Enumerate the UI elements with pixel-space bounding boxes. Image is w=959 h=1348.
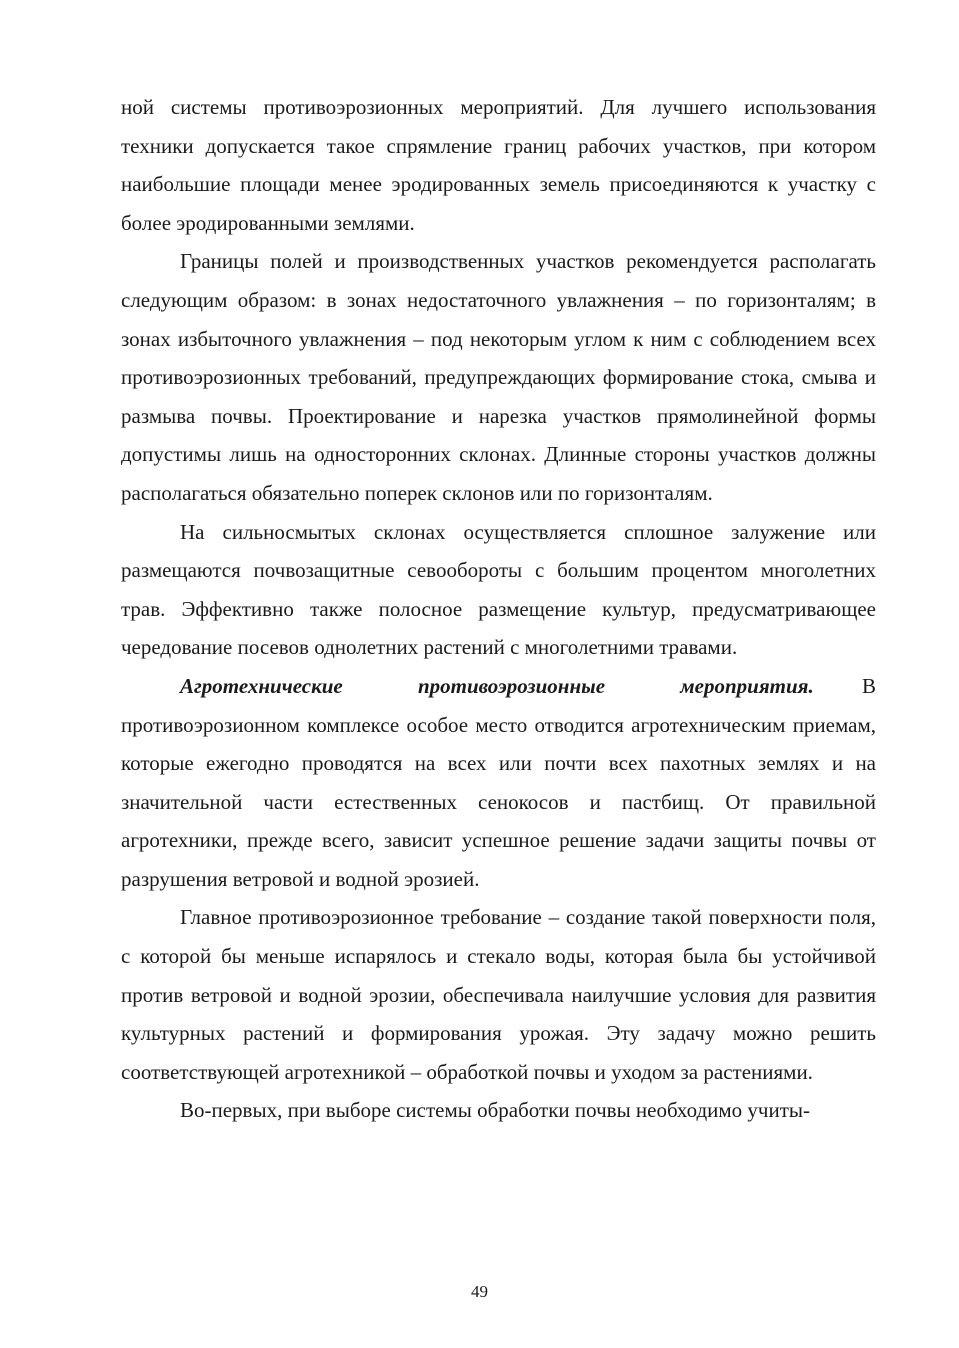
section-heading-agrotech: Агротехнические противоэрозионные мероприятия. (180, 673, 814, 698)
paragraph-4 (121, 667, 876, 899)
paragraph-1: ной системы противоэрозионных мероприятий. Для лучшего использования техники допускается такое спрямление границ рабочих участков, при котором наибольшие площади менее эродированных земель присоединяются к участку с более эродированными землями. (121, 95, 876, 235)
paragraph-4-text: В противоэрозионном комплексе особое место отводится агротехническим приемам, которые ежегодно проводятся на всех или почти всех пахотных землях и на значительной части естественных сенокосов и пастбищ. От правильной агротехники, прежде всего, зависит успешное решение задачи защиты почвы от разрушения ветровой и водной эрозией. (121, 673, 876, 891)
paragraph-3: На сильносмытых склонах осуществляется сплошное залужение или размещаются почвозащитные севообороты с большим процентом многолетних трав. Эффективно также полосное размещение культур, предусматривающее чередование посевов однолетних растений с многолетними травами. (121, 519, 876, 660)
page-number: 49 (471, 1282, 488, 1301)
body-text (121, 88, 876, 1130)
paragraph-5: Главное противоэрозионное требование – создание такой поверхности поля, с которой бы меньше испарялось и стекало воды, которая была бы устойчивой против ветровой и водной эрозии, обеспечивала наилучшие условия для развития культурных растений и формирования урожая. Эту задачу можно решить соответствующей агротехникой – обработкой почвы и уходом за растениями. (121, 905, 876, 1084)
paragraph-2: Границы полей и производственных участков рекомендуется располагать следующим образом: в зонах недостаточного увлажнения – по горизонталям; в зонах избыточного увлажнения – под некоторым углом к ним с соблюдением всех противоэрозионных требований, предупреждающих формирование стока, смыва и размыва почвы. Проектирование и нарезка участков прямолинейной формы допустимы лишь на односторонних склонах. Длинные стороны участков должны располагаться обязательно поперек склонов или по горизонталям. (121, 249, 876, 505)
paragraph-6: Во-первых, при выборе системы обработки почвы необходимо учиты- (180, 1098, 811, 1123)
